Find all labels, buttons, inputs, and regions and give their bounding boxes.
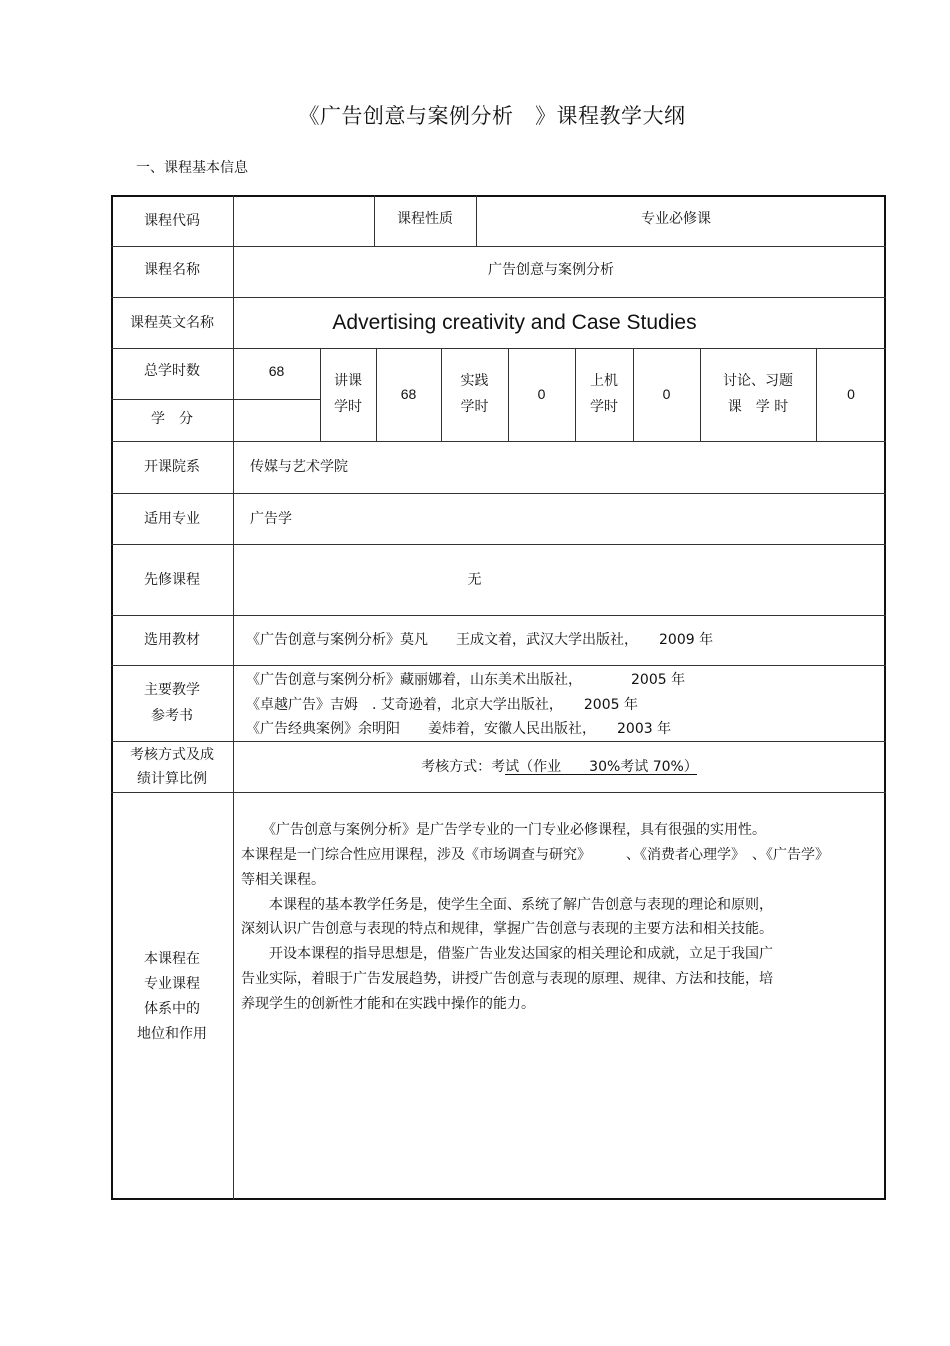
reference-item: 《卓越广告》吉姆 . 艾奇逊着，北京大学出版社， 2005 年 <box>246 697 638 713</box>
role-paragraph-line: 告业实际，着眼于广告发展趋势，讲授广告创意与表现的原理、规律、方法和技能，培 <box>241 971 773 987</box>
computer-hours-label <box>575 368 633 420</box>
computer-hours-value: 0 <box>662 386 671 402</box>
practice-label-line2: 学时 <box>460 399 489 415</box>
english-name-label: 课程英文名称 <box>130 314 214 331</box>
course-name-label: 课程名称 <box>144 262 200 278</box>
course-code-value <box>233 195 374 246</box>
lecture-hours-label <box>320 368 376 420</box>
role-label <box>111 945 233 1049</box>
course-name-value: 广告创意与案例分析 <box>488 262 614 278</box>
major-label: 适用专业 <box>144 510 200 527</box>
reference-item: 《广告创意与案例分析》藏丽娜着，山东美术出版社， 2005 年 <box>246 672 686 688</box>
textbook-value: 《广告创意与案例分析》莫凡 王成文着，武汉大学出版社， 2009 年 <box>246 632 714 648</box>
discussion-label-line2: 课 学 时 <box>727 399 789 415</box>
role-label-line2: 专业课程 <box>144 976 200 992</box>
prereq-label: 先修课程 <box>144 571 200 588</box>
total-hours-value: 68 <box>268 363 285 379</box>
reference-item: 《广告经典案例》余明阳 姜炜着，安徽人民出版社， 2003 年 <box>246 721 672 737</box>
credits-label: 学 分 <box>151 411 193 427</box>
prereq-value: 无 <box>467 571 482 588</box>
role-paragraph-line: 本课程的基本教学任务是，使学生全面、系统了解广告创意与表现的理论和原则， <box>241 897 773 913</box>
section-heading: 一、课程基本信息 <box>136 160 248 176</box>
lecture-label-line2: 学时 <box>334 399 362 415</box>
lecture-hours-value: 68 <box>400 386 417 402</box>
practice-hours-label <box>441 368 508 420</box>
english-name-value: Advertising creativity and Case Studies <box>332 310 697 334</box>
course-nature-value: 专业必修课 <box>641 211 711 227</box>
assessment-label-line2: 绩计算比例 <box>137 770 207 787</box>
credits-value <box>233 399 320 441</box>
role-paragraph-line: 深刻认识广告创意与表现的特点和规律，掌握广告创意与表现的主要方法和相关技能。 <box>241 921 773 937</box>
references-label-line1: 主要教学 <box>144 682 200 698</box>
major-value: 广告学 <box>250 510 292 527</box>
practice-hours-value: 0 <box>537 386 546 402</box>
discussion-hours-value: 0 <box>847 386 855 402</box>
discussion-hours-label <box>700 368 816 420</box>
role-paragraph-line: 《广告创意与案例分析》是广告学专业的一门专业必修课程，具有很强的实用性。 <box>241 822 766 838</box>
course-code-label: 课程代码 <box>144 212 200 229</box>
assessment-label <box>111 741 233 792</box>
computer-label-line1: 上机 <box>590 373 618 389</box>
department-value: 传媒与艺术学院 <box>250 459 348 475</box>
textbook-label: 选用教材 <box>144 632 200 648</box>
total-hours-label: 总学时数 <box>144 363 200 379</box>
role-paragraph-line: 本课程是一门综合性应用课程，涉及《市场调查与研究》 、《消费者心理学》 、《广告学》 <box>241 847 829 863</box>
assessment-label-line1: 考核方式及成 <box>130 746 214 763</box>
row-divider <box>111 792 886 793</box>
computer-label-line2: 学时 <box>590 399 618 415</box>
course-nature-label: 课程性质 <box>397 211 453 227</box>
role-label-line4: 地位和作用 <box>137 1026 207 1042</box>
row-divider <box>111 665 886 666</box>
role-label-line3: 体系中的 <box>144 1001 200 1017</box>
discussion-label-line1: 讨论、习题 <box>723 373 793 389</box>
role-paragraph-line: 养现学生的创新性才能和在实践中操作的能力。 <box>241 996 535 1012</box>
lecture-label-line1: 讲课 <box>334 373 362 389</box>
department-label: 开课院系 <box>144 459 200 475</box>
role-paragraph-line: 开设本课程的指导思想是，借鉴广告业发达国家的相关理论和成就，立足于我国广 <box>241 946 773 962</box>
role-paragraph-line: 等相关课程。 <box>241 872 325 888</box>
page-title: 《广告创意与案例分析 》课程教学大纲 <box>298 104 686 128</box>
assessment-value: 考核方式：考试（作业 30%考试 70%） <box>421 758 698 775</box>
references-label <box>111 667 233 739</box>
assessment-underline <box>505 774 697 775</box>
role-label-line1: 本课程在 <box>144 951 200 967</box>
references-label-line2: 参考书 <box>151 708 193 724</box>
practice-label-line1: 实践 <box>460 373 489 389</box>
